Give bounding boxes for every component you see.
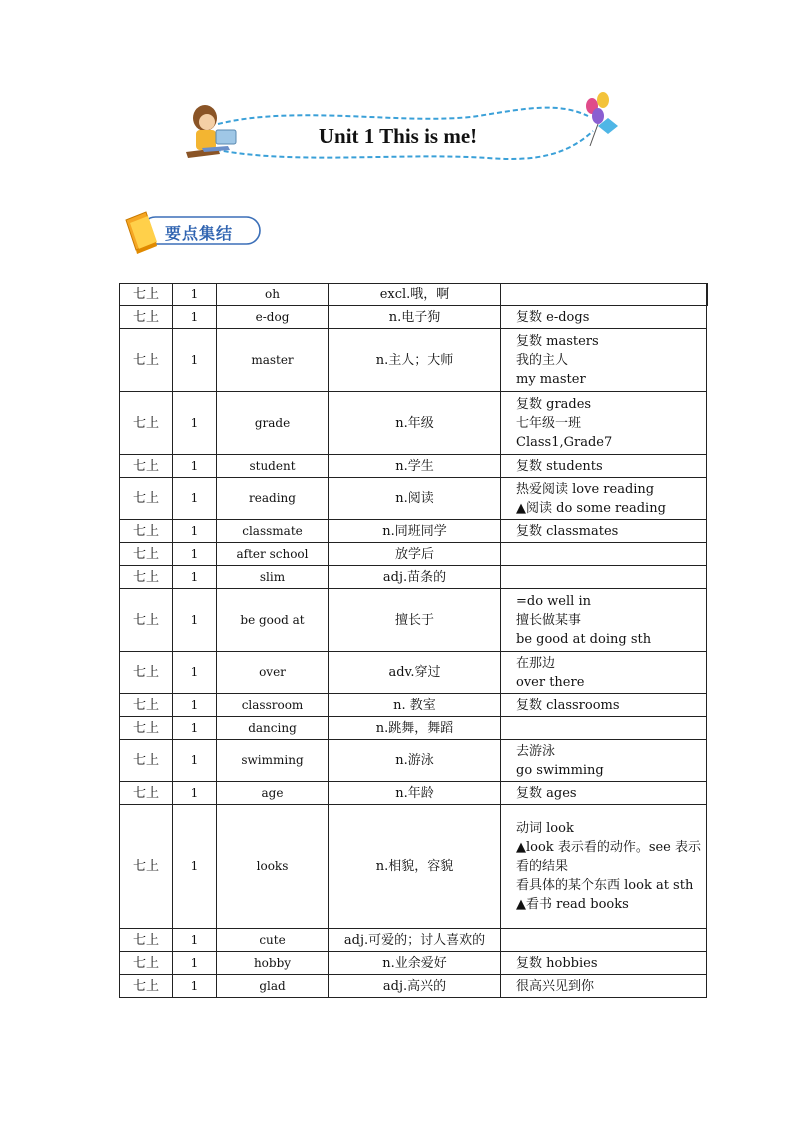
word-cell: age — [217, 782, 329, 805]
grade-cell: 七上 — [120, 717, 173, 740]
word-cell: classmate — [217, 520, 329, 543]
note-line: 看具体的某个东西 look at sth — [516, 878, 694, 893]
notes-cell — [501, 740, 707, 782]
table-row — [120, 589, 707, 652]
notes-cell — [501, 805, 707, 929]
notes-cell — [501, 566, 707, 589]
note-line: my master — [516, 371, 586, 387]
notes-cell — [501, 284, 707, 306]
notes-cell — [501, 543, 707, 566]
note-line: over there — [516, 674, 585, 690]
meaning-cell: n.业余爱好 — [329, 952, 501, 975]
unit-cell: 1 — [173, 478, 217, 520]
note-line: 复数 students — [516, 458, 603, 474]
meaning-cell: n.游泳 — [329, 740, 501, 782]
table-row — [120, 694, 707, 717]
grade-cell: 七上 — [120, 975, 173, 998]
note-line: ▲阅读 do some reading — [516, 500, 666, 516]
meaning-cell: n. 教室 — [329, 694, 501, 717]
notes-cell — [501, 455, 707, 478]
notes-cell — [501, 478, 707, 520]
grade-cell: 七上 — [120, 392, 173, 455]
word-cell: hobby — [217, 952, 329, 975]
note-line: 七年级一班 — [516, 415, 582, 431]
meaning-cell: n.相貌，容貌 — [329, 805, 501, 929]
unit-cell: 1 — [173, 652, 217, 694]
unit-cell: 1 — [173, 952, 217, 975]
meaning-cell: n.同班同学 — [329, 520, 501, 543]
table-row — [120, 805, 707, 929]
note-line: 去游泳 — [516, 743, 556, 759]
unit-cell: 1 — [173, 589, 217, 652]
table-row — [120, 478, 707, 520]
notes-cell — [501, 392, 707, 455]
note-line: 复数 masters — [516, 333, 599, 349]
note-line: 在那边 — [516, 655, 556, 671]
note-line: 复数 ages — [516, 785, 577, 801]
grade-cell: 七上 — [120, 284, 173, 306]
word-cell: cute — [217, 929, 329, 952]
meaning-cell: 擅长于 — [329, 589, 501, 652]
notes-cell — [501, 652, 707, 694]
title-banner — [178, 86, 628, 176]
word-cell: classroom — [217, 694, 329, 717]
table-row — [120, 929, 707, 952]
meaning-cell: n.年级 — [329, 392, 501, 455]
word-cell: be good at — [217, 589, 329, 652]
grade-cell: 七上 — [120, 478, 173, 520]
table-row — [120, 543, 707, 566]
vocab-table — [119, 283, 708, 998]
note-line: ▲look 表示看的动作。see 表示看的结果 — [516, 840, 702, 874]
notes-cell — [501, 929, 707, 952]
unit-cell: 1 — [173, 284, 217, 306]
meaning-cell: excl.哦，啊 — [329, 284, 501, 306]
unit-cell: 1 — [173, 543, 217, 566]
grade-cell: 七上 — [120, 929, 173, 952]
meaning-cell: adv.穿过 — [329, 652, 501, 694]
table-row — [120, 566, 707, 589]
grade-cell: 七上 — [120, 805, 173, 929]
word-cell: student — [217, 455, 329, 478]
word-cell: looks — [217, 805, 329, 929]
notes-cell — [501, 975, 707, 998]
notes-cell — [501, 589, 707, 652]
word-cell: swimming — [217, 740, 329, 782]
table-row — [120, 392, 707, 455]
meaning-cell: n.阅读 — [329, 478, 501, 520]
table-row — [120, 455, 707, 478]
word-cell: grade — [217, 392, 329, 455]
word-cell: slim — [217, 566, 329, 589]
word-cell: master — [217, 329, 329, 392]
word-cell: e-dog — [217, 306, 329, 329]
unit-cell: 1 — [173, 805, 217, 929]
note-line: 复数 classmates — [516, 523, 619, 539]
grade-cell: 七上 — [120, 589, 173, 652]
section-badge — [120, 208, 265, 258]
meaning-cell: adj.苗条的 — [329, 566, 501, 589]
word-cell: over — [217, 652, 329, 694]
table-row — [120, 329, 707, 392]
note-line: 我的主人 — [516, 352, 569, 368]
grade-cell: 七上 — [120, 543, 173, 566]
note-line: 动词 look — [516, 821, 574, 836]
unit-cell: 1 — [173, 566, 217, 589]
notes-cell — [501, 329, 707, 392]
grade-cell: 七上 — [120, 782, 173, 805]
page-title: Unit 1 This is me! — [318, 124, 478, 148]
grade-cell: 七上 — [120, 520, 173, 543]
word-cell: after school — [217, 543, 329, 566]
notes-cell — [501, 717, 707, 740]
grade-cell: 七上 — [120, 652, 173, 694]
meaning-cell: n.电子狗 — [329, 306, 501, 329]
notes-cell — [501, 694, 707, 717]
table-row — [120, 975, 707, 998]
note-line: go swimming — [516, 762, 604, 778]
meaning-cell: adj.可爱的；讨人喜欢的 — [329, 929, 501, 952]
grade-cell: 七上 — [120, 952, 173, 975]
grade-cell: 七上 — [120, 566, 173, 589]
note-line: 复数 hobbies — [516, 955, 598, 971]
table-row — [120, 520, 707, 543]
grade-cell: 七上 — [120, 329, 173, 392]
note-line: 热爱阅读 love reading — [516, 481, 655, 497]
note-line: 复数 classrooms — [516, 697, 620, 713]
meaning-cell: n.主人；大师 — [329, 329, 501, 392]
table-row — [120, 782, 707, 805]
note-line: 复数 e-dogs — [516, 309, 590, 325]
note-line: 复数 grades — [516, 396, 592, 412]
meaning-cell: n.年龄 — [329, 782, 501, 805]
unit-cell: 1 — [173, 782, 217, 805]
table-row — [120, 284, 707, 306]
word-cell: glad — [217, 975, 329, 998]
notes-cell — [501, 306, 707, 329]
unit-cell: 1 — [173, 740, 217, 782]
note-line: Class1,Grade7 — [516, 434, 613, 450]
table-row — [120, 306, 707, 329]
note-line: 很高兴见到你 — [516, 978, 595, 994]
grade-cell: 七上 — [120, 694, 173, 717]
word-cell: oh — [217, 284, 329, 306]
table-row — [120, 952, 707, 975]
word-cell: reading — [217, 478, 329, 520]
grade-cell: 七上 — [120, 740, 173, 782]
table-row — [120, 717, 707, 740]
unit-cell: 1 — [173, 717, 217, 740]
unit-cell: 1 — [173, 929, 217, 952]
unit-cell: 1 — [173, 975, 217, 998]
grade-cell: 七上 — [120, 455, 173, 478]
unit-cell: 1 — [173, 694, 217, 717]
note-line: be good at doing sth — [516, 631, 652, 647]
meaning-cell: adj.高兴的 — [329, 975, 501, 998]
notes-cell — [501, 782, 707, 805]
note-line: =do well in — [516, 593, 591, 609]
meaning-cell: n.跳舞，舞蹈 — [329, 717, 501, 740]
word-cell: dancing — [217, 717, 329, 740]
meaning-cell: n.学生 — [329, 455, 501, 478]
unit-cell: 1 — [173, 329, 217, 392]
meaning-cell: 放学后 — [329, 543, 501, 566]
notes-cell — [501, 520, 707, 543]
note-line: 擅长做某事 — [516, 612, 582, 628]
unit-cell: 1 — [173, 392, 217, 455]
notes-cell — [501, 952, 707, 975]
grade-cell: 七上 — [120, 306, 173, 329]
table-row — [120, 740, 707, 782]
unit-cell: 1 — [173, 306, 217, 329]
unit-cell: 1 — [173, 455, 217, 478]
table-row — [120, 652, 707, 694]
note-line: ▲看书 read books — [516, 897, 629, 912]
unit-cell: 1 — [173, 520, 217, 543]
section-label: 要点集结 — [165, 224, 234, 243]
